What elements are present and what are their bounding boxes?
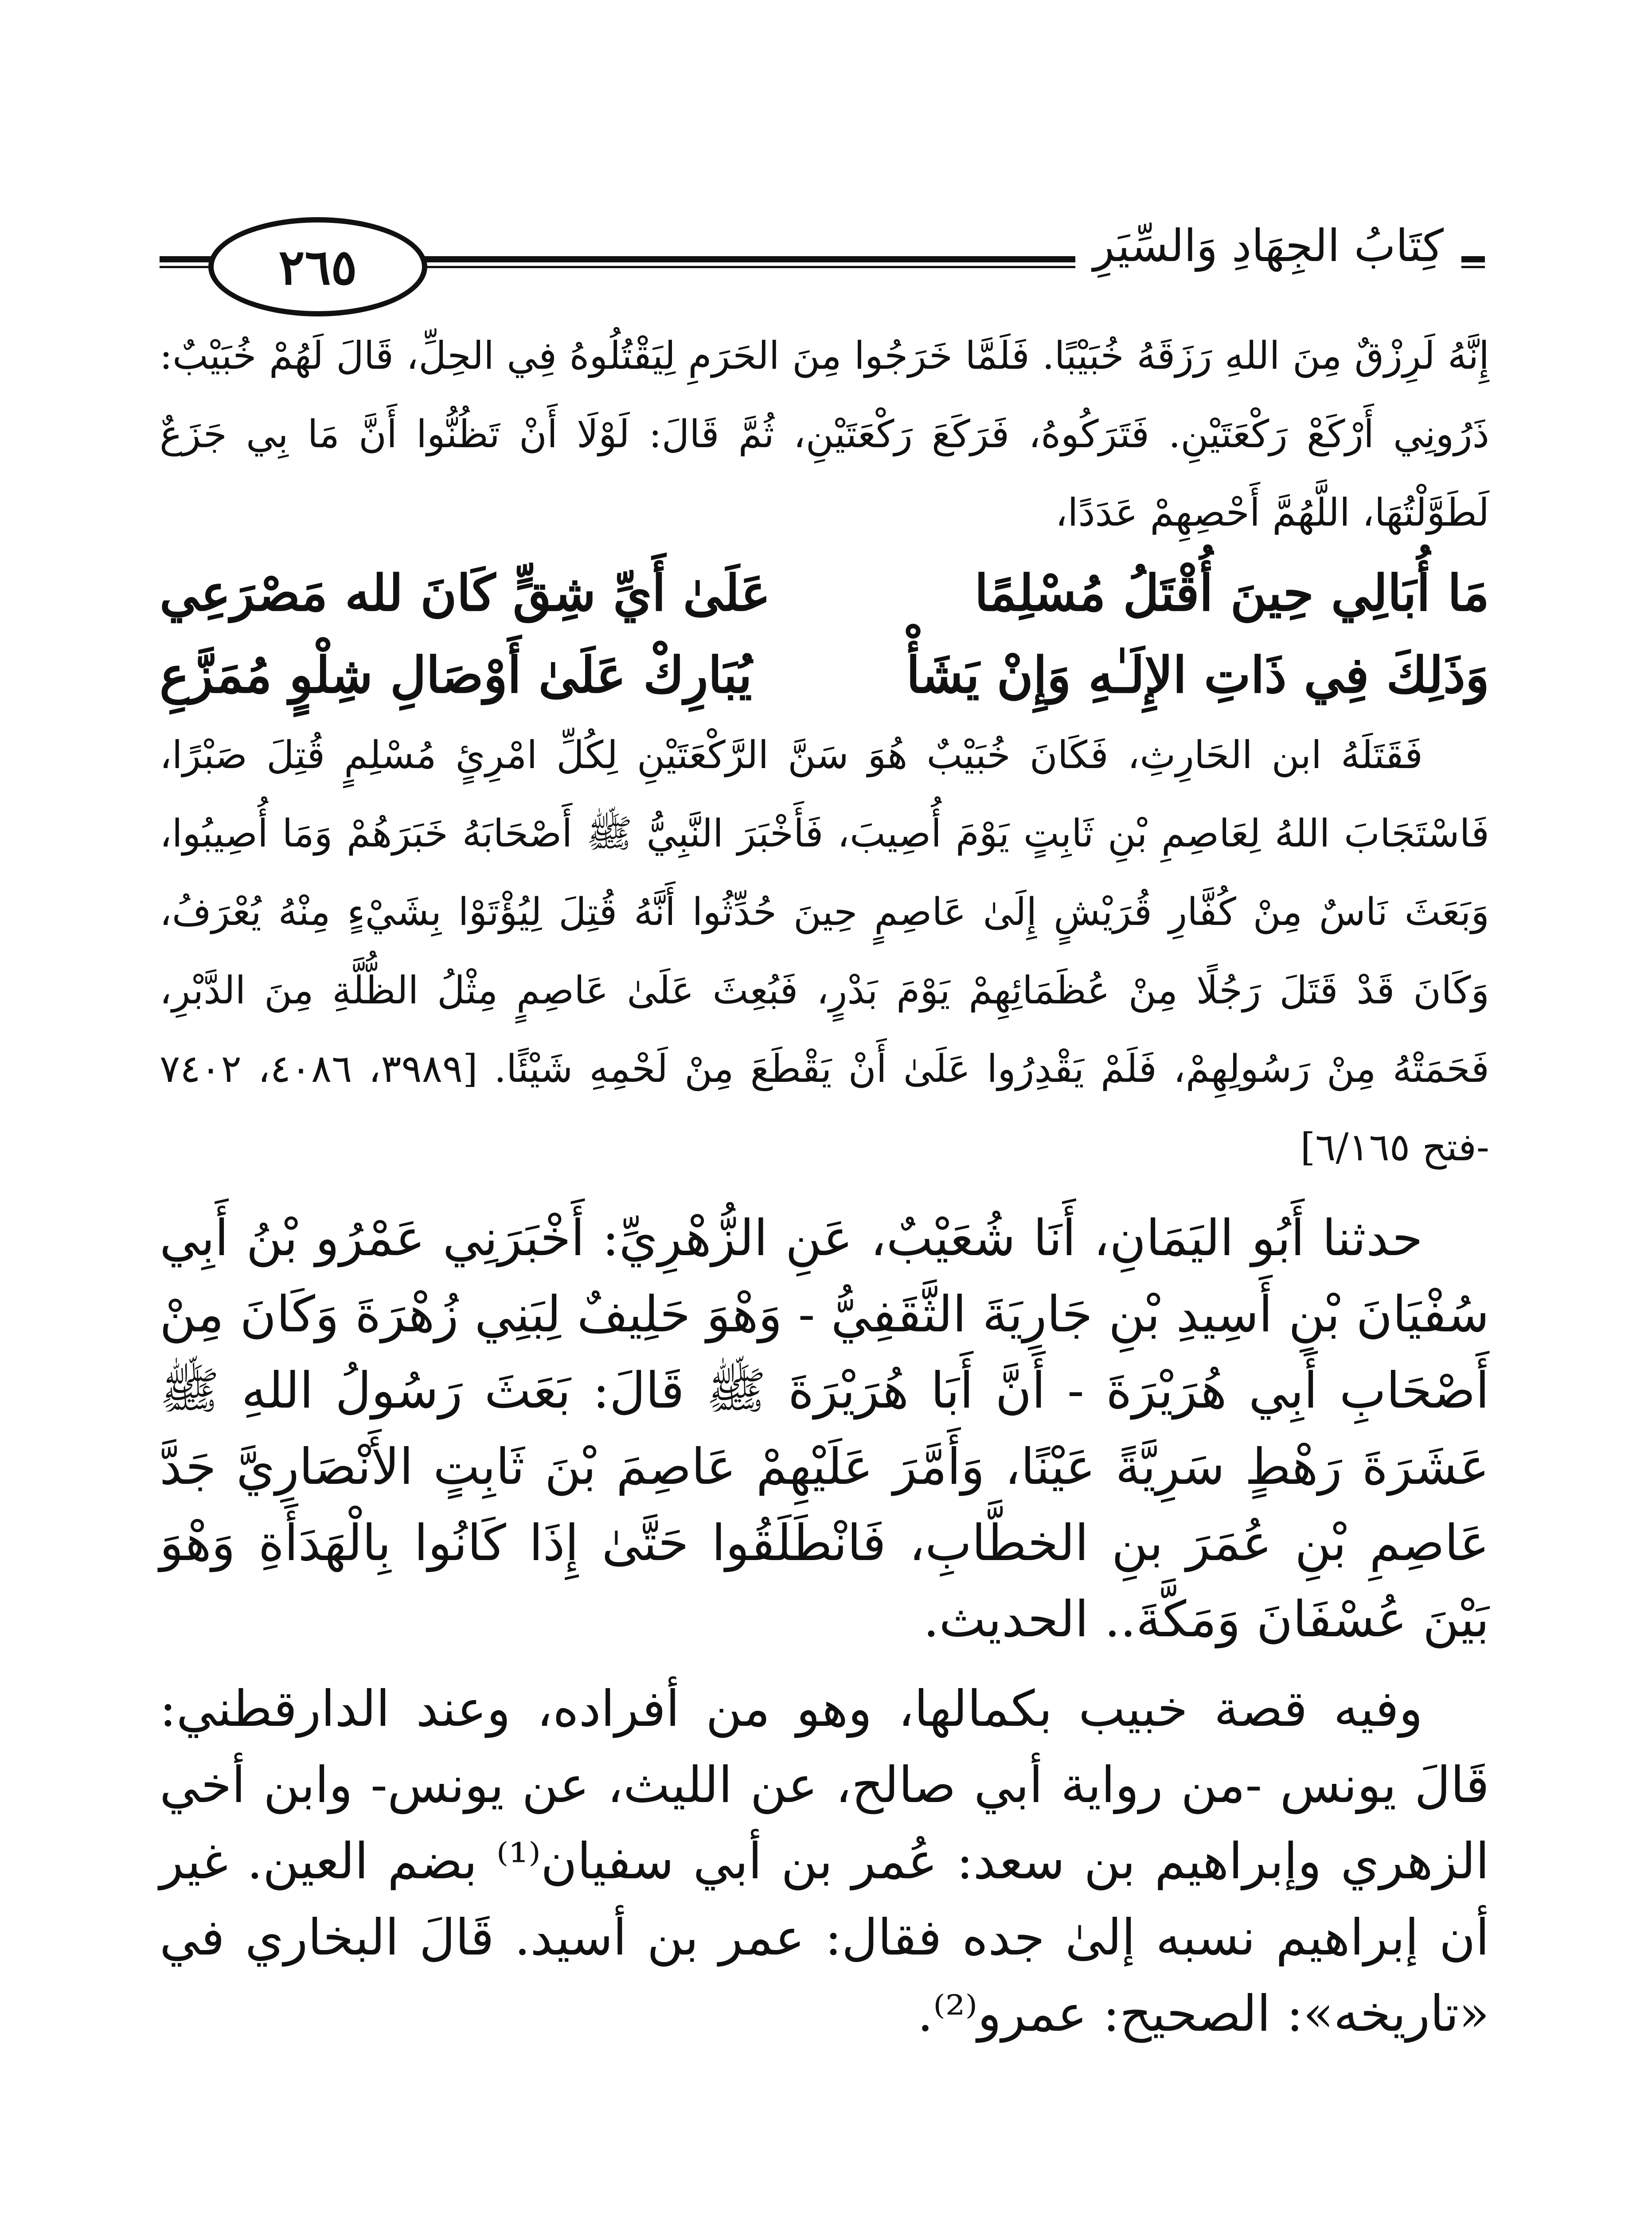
verse-2-second-hemistich: يُبَارِكْ عَلَىٰ أَوْصَالِ شِلْوٍ مُمَزَّعِ	[160, 646, 752, 704]
paragraph-1: إِنَّهُ لَرِزْقٌ مِنَ اللهِ رَزَقَهُ خُبَيْبًا. فَلَمَّا خَرَجُوا مِنَ الحَرَمِ لِيَقْتُلُوهُ فِي الحِلِّ، قَالَ لَهُمْ خُبَيْبٌ: ذَرُونِي أَرْكَعْ رَكْعَتَيْنِ. فَتَرَكُوهُ، فَرَكَعَ رَكْعَتَيْنِ، ثُمَّ قَالَ: لَوْلَا أَنْ تَظُنُّوا أَنَّ مَا بِي جَزَعٌ لَطَوَّلْتُهَا، اللَّهُمَّ أَحْصِهِمْ عَدَدًا،	[160, 334, 1489, 535]
verse-line-1	[160, 552, 1489, 634]
verse-1-first-hemistich: مَا أُبَالِي حِينَ أُقْتَلُ مُسْلِمًا	[974, 564, 1489, 622]
paragraph-4: وفيه قصة خبيب بكمالها، وهو من أفراده، وعند الدارقطني: قَالَ يونس -من رواية أبي صالح، عن الليث، عن يونس- وابن أخي الزهري وإبراهيم بن سعد: عُمر بن أبي سفيان⁽¹⁾ بضم العين. غير أن إبراهيم نسبه إلىٰ جده فقال: عمر بن أسيد. قَالَ البخاري في «تاريخه»: الصحيح: عمرو⁽²⁾.	[160, 1680, 1489, 2043]
running-title: كِتَابُ الجِهَادِ وَالسِّيَرِ	[1075, 217, 1461, 275]
page-number: ٢٦٥	[278, 238, 357, 296]
paragraph-3: حدثنا أَبُو اليَمَانِ، أَنَا شُعَيْبٌ، عَنِ الزُّهْرِيِّ: أَخْبَرَنِي عَمْرُو بْنُ أَبِي سُفْيَانَ بْنِ أَسِيدِ بْنِ جَارِيَةَ الثَّقَفِيُّ - وَهْوَ حَلِيفٌ لِبَنِي زُهْرَةَ وَكَانَ مِنْ أَصْحَابِ أَبِي هُرَيْرَةَ - أَنَّ أَبَا هُرَيْرَةَ ﷺ قَالَ: بَعَثَ رَسُولُ اللهِ ﷺ عَشَرَةَ رَهْطٍ سَرِيَّةً عَيْنًا، وَأَمَّرَ عَلَيْهِمْ عَاصِمَ بْنَ ثَابِتٍ الأَنْصَارِيَّ جَدَّ عَاصِمِ بْنِ عُمَرَ بنِ الخطَّابِ، فَانْطَلَقُوا حَتَّىٰ إِذَا كَانُوا بِالْهَدَأَةِ وَهْوَ بَيْنَ عُسْفَانَ وَمَكَّةَ.. الحديث.	[160, 1209, 1490, 1648]
verse-2-first-hemistich: وَذَلِكَ فِي ذَاتِ الإِلَـٰهِ وَإِنْ يَشَأْ	[906, 646, 1489, 704]
verse-1-second-hemistich: عَلَىٰ أَيِّ شِقٍّ كَانَ لله مَصْرَعِي	[160, 564, 771, 622]
verse-line-2	[160, 634, 1489, 716]
page-number-badge	[208, 217, 427, 316]
paragraph-2	[160, 716, 1489, 1187]
body-text	[160, 317, 1489, 2052]
hadith-reference: [٣٩٨٩، ٤٠٨٦، ٧٤٠٢ -فتح ٦/١٦٥]	[160, 1047, 1489, 1170]
paragraph-2-text: فَقَتَلَهُ ابن الحَارِثِ، فَكَانَ خُبَيْبٌ هُوَ سَنَّ الرَّكْعَتَيْنِ لِكُلِّ امْرِئٍ مُسْلِمٍ قُتِلَ صَبْرًا، فَاسْتَجَابَ اللهُ لِعَاصِمِ بْنِ ثَابِتٍ يَوْمَ أُصِيبَ، فَأَخْبَرَ النَّبِيُّ ﷺ أَصْحَابَهُ خَبَرَهُمْ وَمَا أُصِيبُوا، وَبَعَثَ نَاسٌ مِنْ كُفَّارِ قُرَيْشٍ إِلَىٰ عَاصِمٍ حِينَ حُدِّثُوا أَنَّهُ قُتِلَ لِيُؤْتَوْا بِشَيْءٍ مِنْهُ يُعْرَفُ، وَكَانَ قَدْ قَتَلَ رَجُلًا مِنْ عُظَمَائِهِمْ يَوْمَ بَدْرٍ، فَبُعِثَ عَلَىٰ عَاصِمٍ مِثْلُ الظُّلَّةِ مِنَ الدَّبْرِ، فَحَمَتْهُ مِنْ رَسُولِهِمْ، فَلَمْ يَقْدِرُوا عَلَىٰ أَنْ يَقْطَعَ مِنْ لَحْمِهِ شَيْئًا.	[160, 733, 1490, 1091]
